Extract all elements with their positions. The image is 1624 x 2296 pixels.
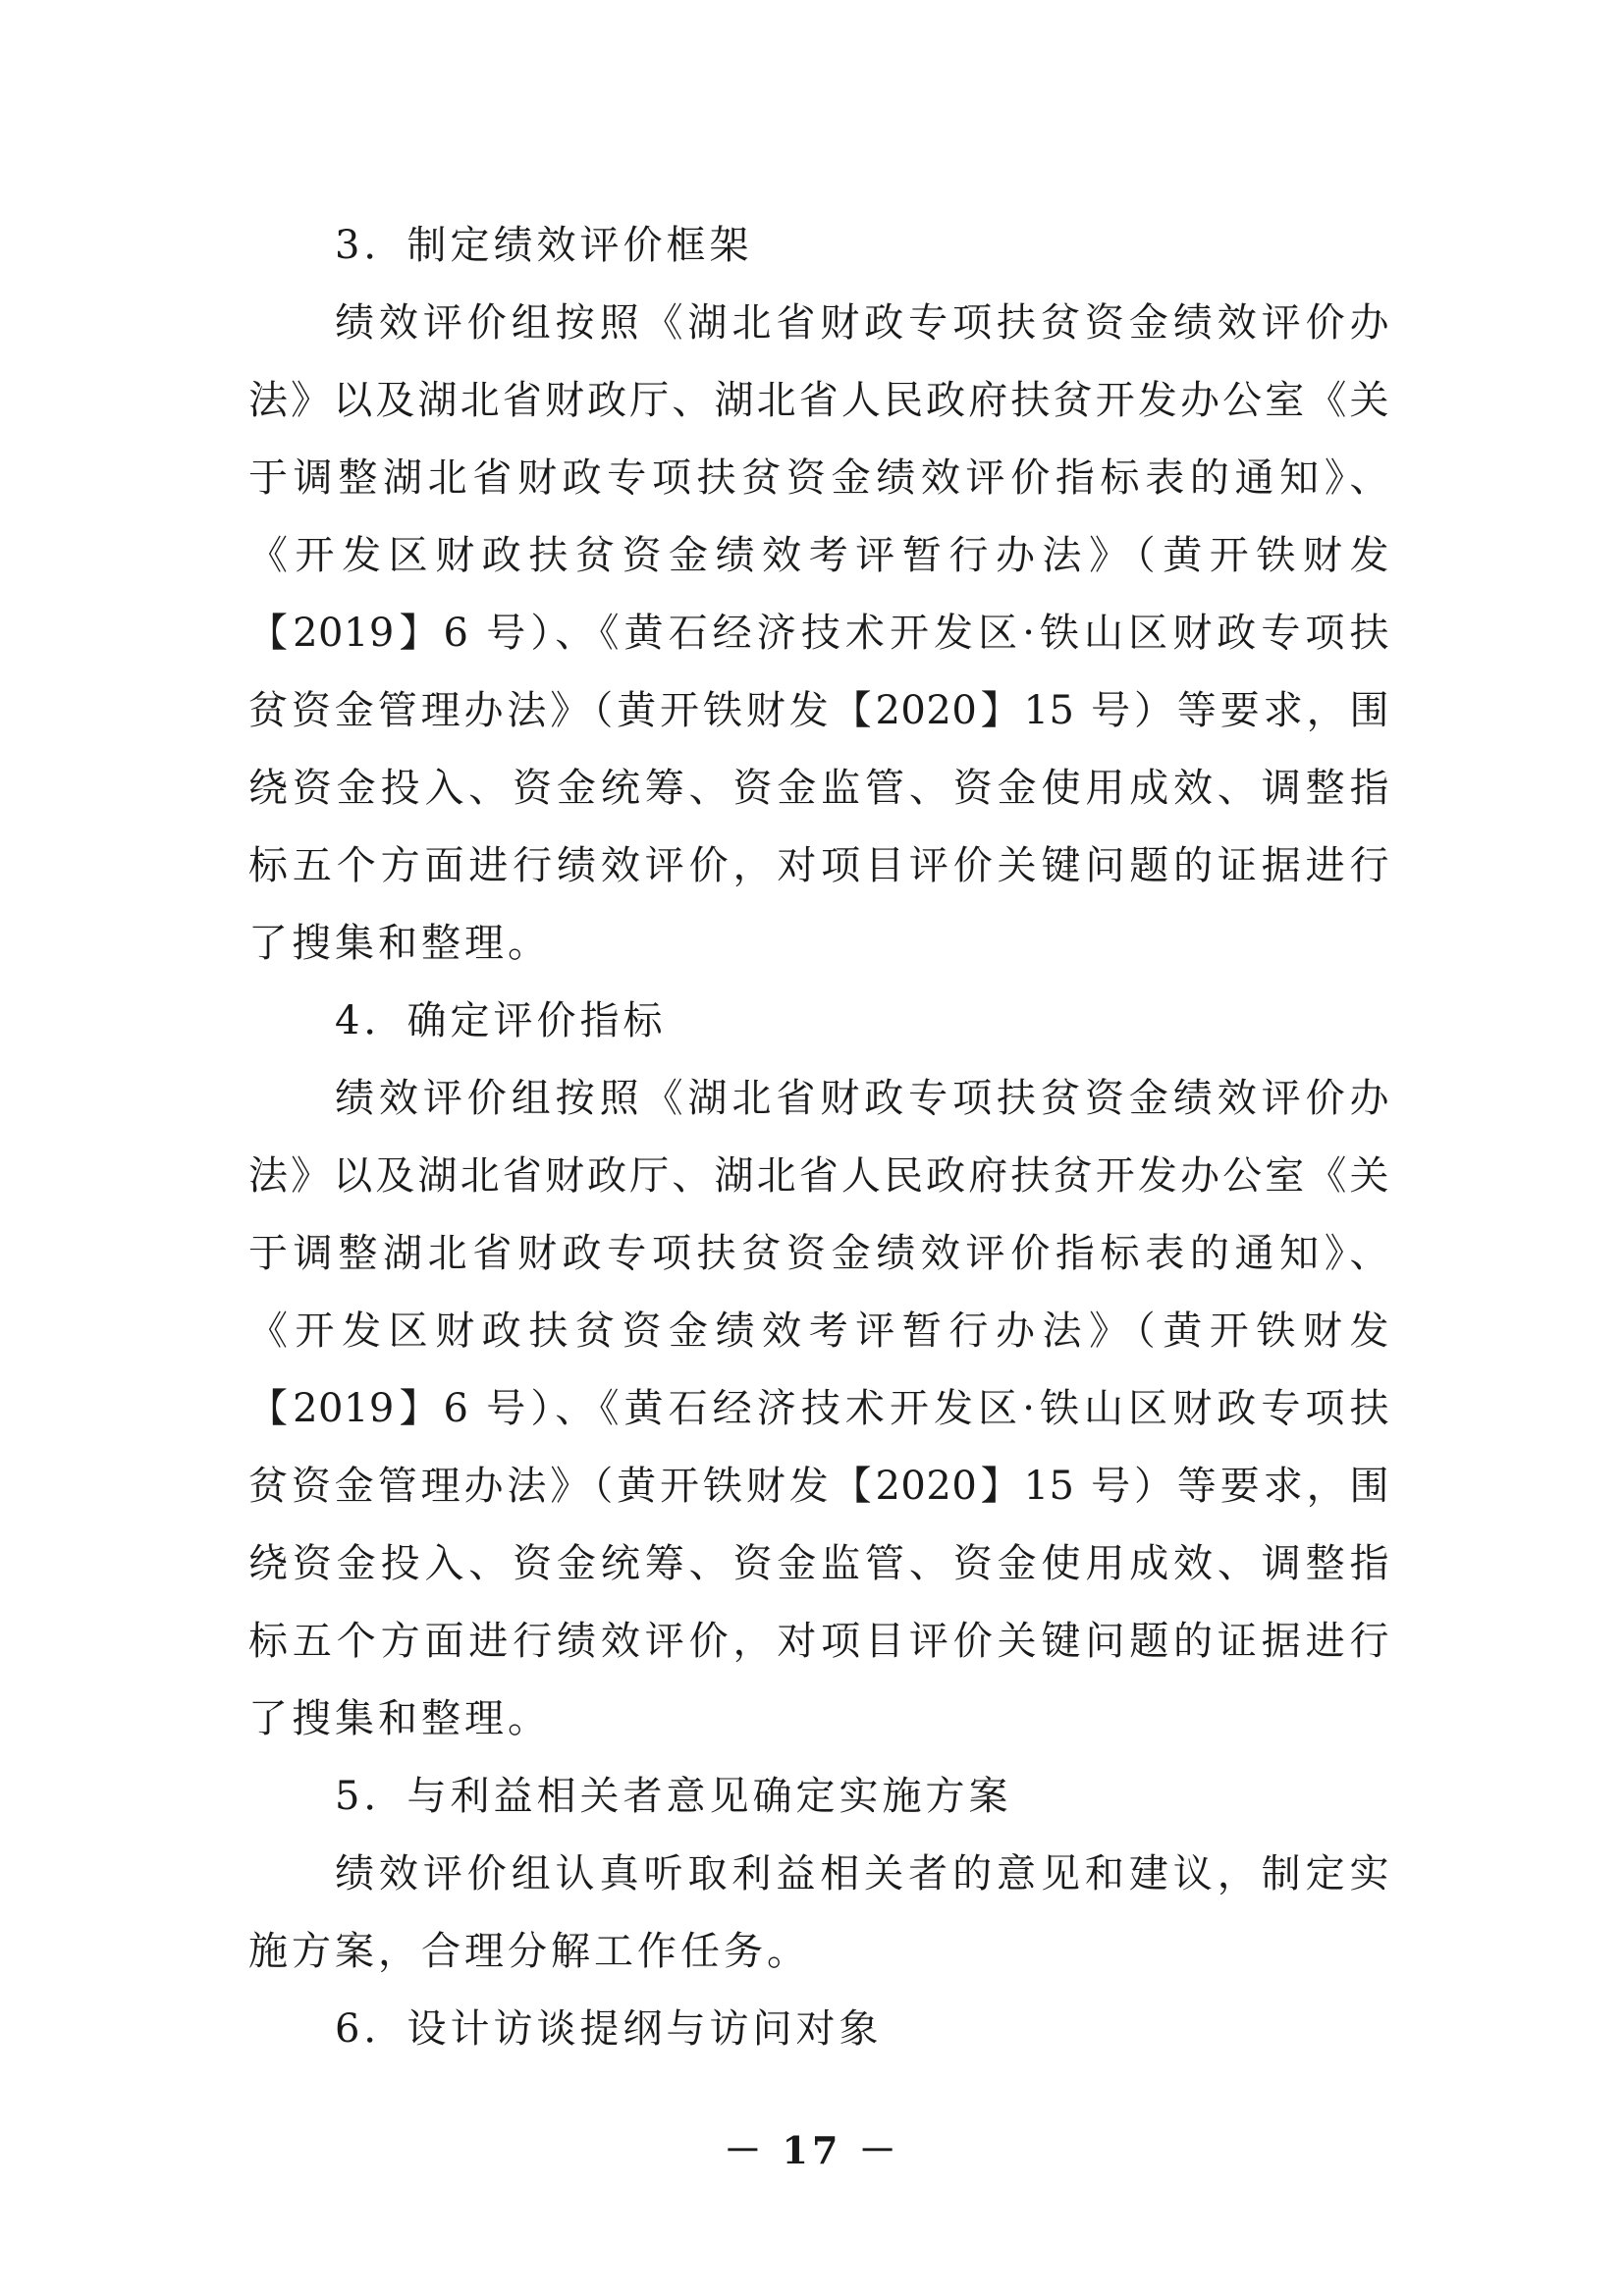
paragraph-line: 《开发区财政扶贫资金绩效考评暂行办法》（黄开铁财发 [248,1308,1389,1354]
section-heading: 5．与利益相关者意见确定实施方案 [335,1774,1012,1819]
page-number: － 17 － [724,2128,900,2172]
paragraph-line: 了搜集和整理。 [248,921,551,966]
paragraph-line: 标五个方面进行绩效评价，对项目评价关键问题的证据进行 [248,1619,1389,1664]
section-heading: 3．制定绩效评价框架 [335,223,753,268]
paragraph-line: 绕资金投入、资金统筹、资金监管、资金使用成效、调整指 [248,1541,1389,1586]
paragraph-line: 法》以及湖北省财政厅、湖北省人民政府扶贫开发办公室《关 [248,1153,1389,1199]
paragraph-line: 《开发区财政扶贫资金绩效考评暂行办法》（黄开铁财发 [248,533,1389,578]
section-heading: 6．设计访谈提纲与访问对象 [335,2006,883,2052]
paragraph-line: 于调整湖北省财政专项扶贫资金绩效评价指标表的通知》、 [248,1231,1389,1276]
paragraph-line: 【2019】6 号）、《黄石经济技术开发区·铁山区财政专项扶 [248,611,1389,656]
paragraph-line: 贫资金管理办法》（黄开铁财发【2020】15 号）等要求，围 [248,688,1389,733]
paragraph-line: 法》以及湖北省财政厅、湖北省人民政府扶贫开发办公室《关 [248,378,1389,423]
paragraph-line: 绩效评价组按照《湖北省财政专项扶贫资金绩效评价办 [335,1076,1389,1121]
paragraph-line: 绩效评价组按照《湖北省财政专项扶贫资金绩效评价办 [335,300,1389,346]
paragraph-line: 标五个方面进行绩效评价，对项目评价关键问题的证据进行 [248,843,1389,888]
paragraph-line: 施方案，合理分解工作任务。 [248,1929,810,1974]
paragraph-line: 【2019】6 号）、《黄石经济技术开发区·铁山区财政专项扶 [248,1386,1389,1431]
paragraph-line: 于调整湖北省财政专项扶贫资金绩效评价指标表的通知》、 [248,455,1389,501]
paragraph-line: 贫资金管理办法》（黄开铁财发【2020】15 号）等要求，围 [248,1464,1389,1509]
document-body [248,207,1389,2068]
paragraph-line: 绕资金投入、资金统筹、资金监管、资金使用成效、调整指 [248,766,1389,811]
paragraph-line: 了搜集和整理。 [248,1696,551,1741]
paragraph-line: 绩效评价组认真听取利益相关者的意见和建议，制定实 [335,1851,1389,1896]
section-heading: 4．确定评价指标 [335,998,667,1043]
